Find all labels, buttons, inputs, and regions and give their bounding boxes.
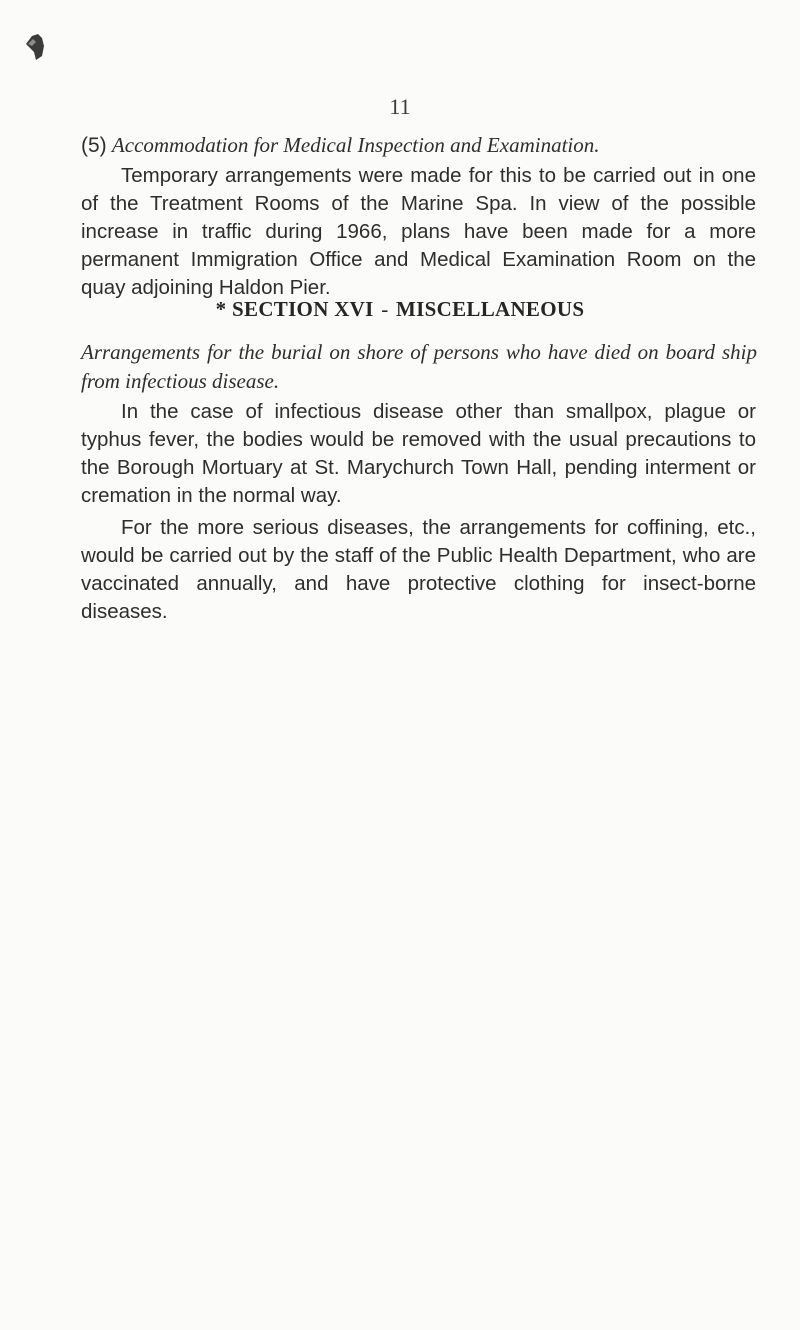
corner-scan-mark bbox=[22, 30, 48, 62]
section-title: MISCELLANEOUS bbox=[396, 297, 585, 321]
section-separator: - bbox=[381, 297, 389, 321]
section-asterisk: * bbox=[215, 297, 227, 321]
section-5-number: (5) bbox=[81, 134, 107, 157]
section-label: SECTION XVI bbox=[232, 297, 374, 321]
paragraph-temporary-arrangements: Temporary arrangements were made for this to be carried out in one of the Treatment Rooms of the Marine Spa. In view of the possible increase in traffic during 1966, plans have been made for a more permanent Immigration Office and Medical Examination Room on the quay adjoining Haldon Pier. bbox=[81, 164, 756, 299]
paragraph-serious-diseases: For the more serious diseases, the arrangements for coffining, etc., would be carried out by the staff of the Public Health Department, who are vaccinated annually, and have protective clothing for insect-borne diseases. bbox=[81, 516, 756, 623]
section-xvi-heading bbox=[0, 297, 800, 322]
burial-arrangements-heading: Arrangements for the burial on shore of persons who have died on board ship from infectious disease. bbox=[81, 340, 757, 393]
section-5-heading bbox=[81, 133, 761, 158]
paragraph-infectious-disease: In the case of infectious disease other than smallpox, plague or typhus fever, the bodies would be removed with the usual precautions to the Borough Mortuary at St. Marychurch Town Hall, pending interment or cremation in the normal way. bbox=[81, 400, 756, 507]
page-number: 11 bbox=[389, 94, 411, 119]
section-5-title: Accommodation for Medical Inspection and Examination. bbox=[111, 133, 600, 157]
